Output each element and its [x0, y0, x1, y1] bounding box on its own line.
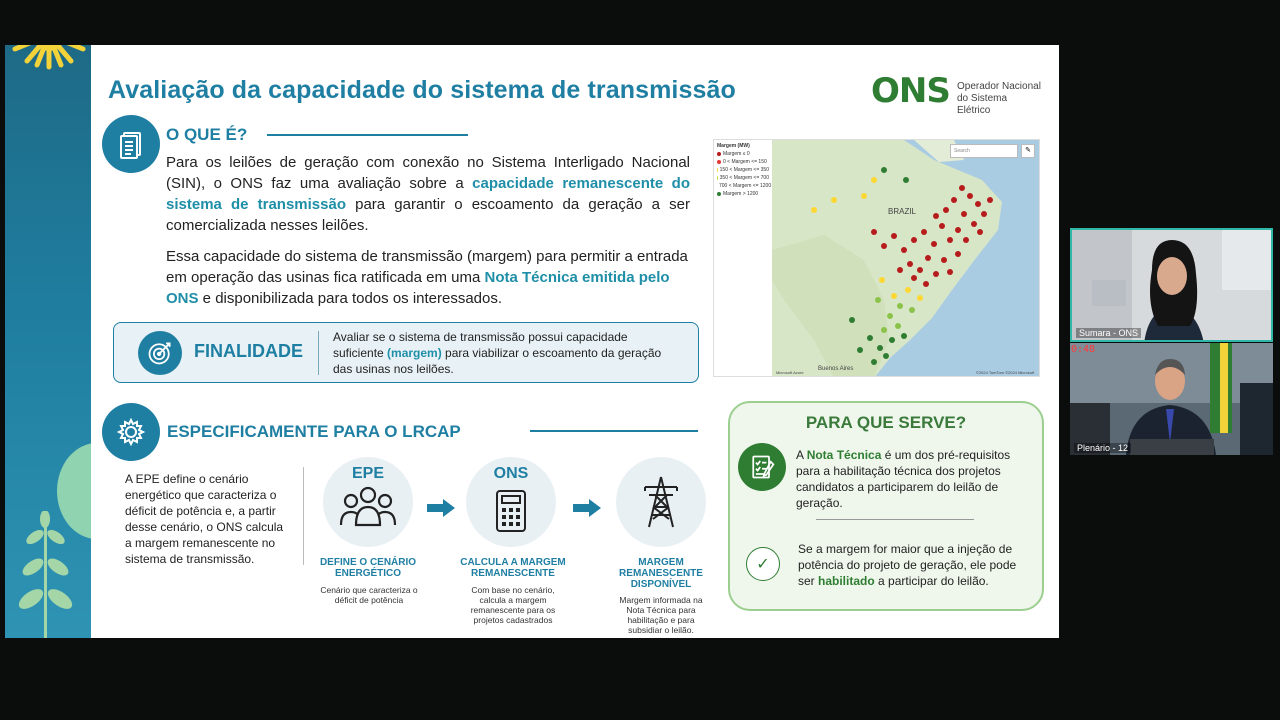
document-icon	[102, 115, 160, 173]
arrow-right-icon	[427, 499, 455, 517]
map-legend-title: Margem (MW)	[717, 143, 750, 149]
map-legend-item	[717, 182, 772, 190]
legend-label: 150 < Margem <= 350	[719, 167, 769, 173]
legend-label: Margem ≤ 0	[723, 151, 750, 157]
step-ons-label: ONS	[493, 465, 529, 482]
legend-dot-icon	[717, 160, 721, 164]
recording-timer: 0:48	[1071, 344, 1096, 355]
serve-divider	[816, 519, 974, 520]
arrow-right-icon	[573, 499, 601, 517]
legend-label: 0 < Margem <= 150	[723, 159, 767, 165]
finalidade-box	[113, 322, 699, 383]
speaker-video-frame	[1072, 230, 1273, 342]
map-country-label: BRAZIL	[888, 207, 917, 216]
speaker-name-label: Sumara - ONS	[1076, 328, 1141, 338]
oque-paragraph-2: Essa capacidade do sistema de transmissão (margem) para permitir a entrada em operação das usinas fica ratificada em uma Nota Técnica emitida pelo ONS e disponibilizada para todos os interessados.	[166, 248, 688, 307]
map-legend-item	[717, 150, 769, 158]
plenary-label: Plenário - 12	[1074, 443, 1131, 453]
margin-map	[713, 139, 1040, 377]
map-credit: ©2024 TomTom ©2024 Microsoft	[976, 370, 1035, 375]
map-tool-icon[interactable]: ✎	[1021, 144, 1035, 158]
map-city-label: Buenos Aires	[818, 366, 854, 372]
map-legend	[714, 140, 772, 377]
finalidade-separator	[318, 331, 319, 375]
map-legend-item	[717, 166, 769, 174]
lrcap-intro: A EPE define o cenário energético que caracteriza o déficit de potência e, a partir desse cenário, o ONS calcula a margem remanescente no sistema de transmissão.	[125, 472, 284, 566]
map-legend-item	[717, 174, 769, 182]
lrcap-heading-line	[530, 430, 698, 432]
slide-side-strip	[5, 45, 91, 638]
serve-title: PARA QUE SERVE?	[805, 413, 967, 432]
oque-paragraph-1: Para os leilões de geração com conexão no Sistema Interligado Nacional (SIN), o ONS faz uma avaliação sobre a capacidade remanescente do sistema de transmissão para garantir o escoamento da geração a ser comercializada nesses leilões.	[166, 154, 691, 234]
lrcap-separator	[303, 467, 304, 565]
video-tile-plenary[interactable]	[1070, 343, 1273, 455]
legend-dot-icon	[717, 192, 721, 196]
finalidade-title: FINALIDADE	[194, 341, 303, 361]
step-ons-desc: Com base no cenário, calcula a margem remanescente para os projetos cadastrados	[470, 585, 556, 625]
plant-decoration-icon	[11, 511, 81, 638]
target-icon	[138, 331, 182, 375]
lrcap-heading: ESPECIFICAMENTE PARA O LRCAP	[167, 422, 461, 441]
logo-text: Operador Nacional do Sistema Elétrico	[957, 81, 1041, 116]
presentation-slide	[5, 45, 1059, 638]
map-provider: Microsoft Azure	[776, 370, 804, 375]
video-tile-speaker[interactable]	[1070, 228, 1273, 342]
step-epe-title: DEFINE O CENÁRIO ENERGÉTICO	[319, 557, 417, 579]
sun-decoration-icon	[9, 45, 89, 77]
oque-heading-line	[267, 134, 468, 136]
slide-title: Avaliação da capacidade do sistema de transmissão	[108, 76, 736, 104]
serve-text-1: A Nota Técnica é um dos pré-requisitos para a habilitação técnica dos projetos candidatos a participarem do leilão de geração.	[796, 448, 1011, 510]
legend-dot-icon	[717, 168, 718, 172]
step-epe-desc: Cenário que caracteriza o déficit de potência	[320, 585, 418, 605]
map-legend-item	[717, 190, 769, 198]
checklist-document-icon	[738, 443, 786, 491]
logo-mark: ONS	[871, 71, 950, 111]
finalidade-text: Avaliar se o sistema de transmissão possui capacidade suficiente (margem) para viabilizar o escoamento da geração das usinas nos leilões.	[333, 330, 662, 376]
step-margem-title: MARGEM REMANESCENTE DISPONÍVEL	[619, 557, 703, 590]
step-epe-label: EPE	[351, 465, 384, 482]
oque-heading: O QUE É?	[166, 125, 248, 144]
legend-label: 700 < Margem <= 1200	[719, 183, 772, 189]
legend-label: 350 < Margem <= 700	[719, 175, 769, 181]
legend-label: Margem > 1200	[723, 191, 759, 197]
check-icon: ✓	[746, 547, 780, 581]
people-icon	[339, 485, 397, 529]
transmission-tower-icon	[641, 475, 681, 529]
calculator-icon	[495, 489, 527, 533]
serve-text-2: Se a margem for maior que a injeção de potência do projeto de geração, ele pode ser habilitado a participar do leilão.	[798, 542, 1017, 588]
map-search-input[interactable]: Search	[950, 144, 1018, 158]
step-margem-desc: Margem informada na Nota Técnica para habilitação e para subsidiar o leilão.	[619, 595, 703, 635]
para-que-serve-box	[728, 401, 1044, 611]
map-legend-item	[717, 158, 769, 166]
gear-icon	[102, 403, 160, 461]
ons-logo	[871, 71, 1041, 116]
legend-dot-icon	[717, 152, 721, 156]
legend-dot-icon	[717, 176, 718, 180]
step-ons-title: CALCULA A MARGEM REMANESCENTE	[460, 557, 566, 579]
plenary-video-frame	[1070, 343, 1273, 455]
